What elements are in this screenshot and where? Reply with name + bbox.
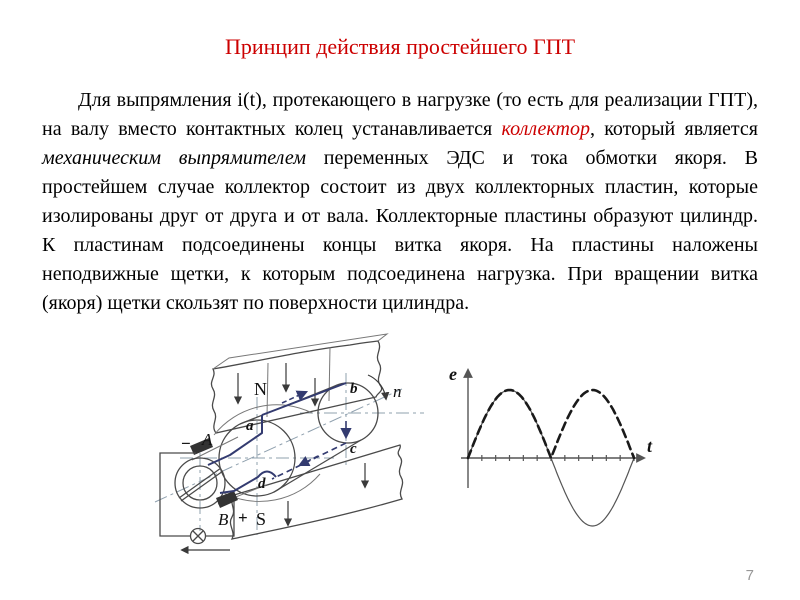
label-loop-c: c xyxy=(350,441,357,457)
label-loop-d: d xyxy=(258,476,266,492)
pole-south xyxy=(224,445,403,539)
paragraph-segment: переменных ЭДС и тока обмотки якоря. В простейшем случае коллектор состоит из двух коллекторных пластин, которые изолированы друг от друга и от вала. Коллекторные пластины образуют цилиндр. К пластинам подсоединены концы витка якоря. На пластины наложены неподвижные щетки, к которым подсоединена нагрузка. При вращении витка (якоря) щетки скользят по поверхности цилиндра. xyxy=(42,147,758,314)
pole-north xyxy=(211,334,387,435)
label-rotation-n: n xyxy=(393,382,402,401)
paragraph-segment-mech-rectifier: механическим выпрямителем xyxy=(42,147,307,169)
lamp-symbol xyxy=(191,529,206,544)
x-axis-label: t xyxy=(647,436,653,456)
page-title: Принцип действия простейшего ГПТ xyxy=(224,34,576,59)
machine-diagram xyxy=(150,333,430,563)
label-pole-s: S xyxy=(256,509,267,529)
emf-chart xyxy=(443,356,658,551)
y-axis-label: e xyxy=(449,364,457,384)
paragraph-segment: , который является xyxy=(589,118,758,140)
paragraph-segment-kollektor: коллектор xyxy=(501,118,590,140)
brush-b xyxy=(216,491,238,508)
label-pole-n: N xyxy=(254,379,267,399)
label-brush-b: B xyxy=(218,510,229,529)
armature-loop xyxy=(208,383,346,493)
label-loop-b: b xyxy=(350,381,358,397)
label-loop-a: a xyxy=(246,418,254,434)
label-plus: + xyxy=(238,508,248,527)
label-brush-a: A xyxy=(202,430,213,449)
page-number: 7 xyxy=(745,567,754,584)
curve-rectified-emf xyxy=(468,390,634,458)
paragraph-segment: Для выпрямления i(t), протекающего в нагрузке (то есть для реализации ГПТ), на валу вместо контактных колец устанавливается xyxy=(42,89,758,140)
label-minus: − xyxy=(181,434,191,453)
body-paragraph xyxy=(42,86,758,318)
